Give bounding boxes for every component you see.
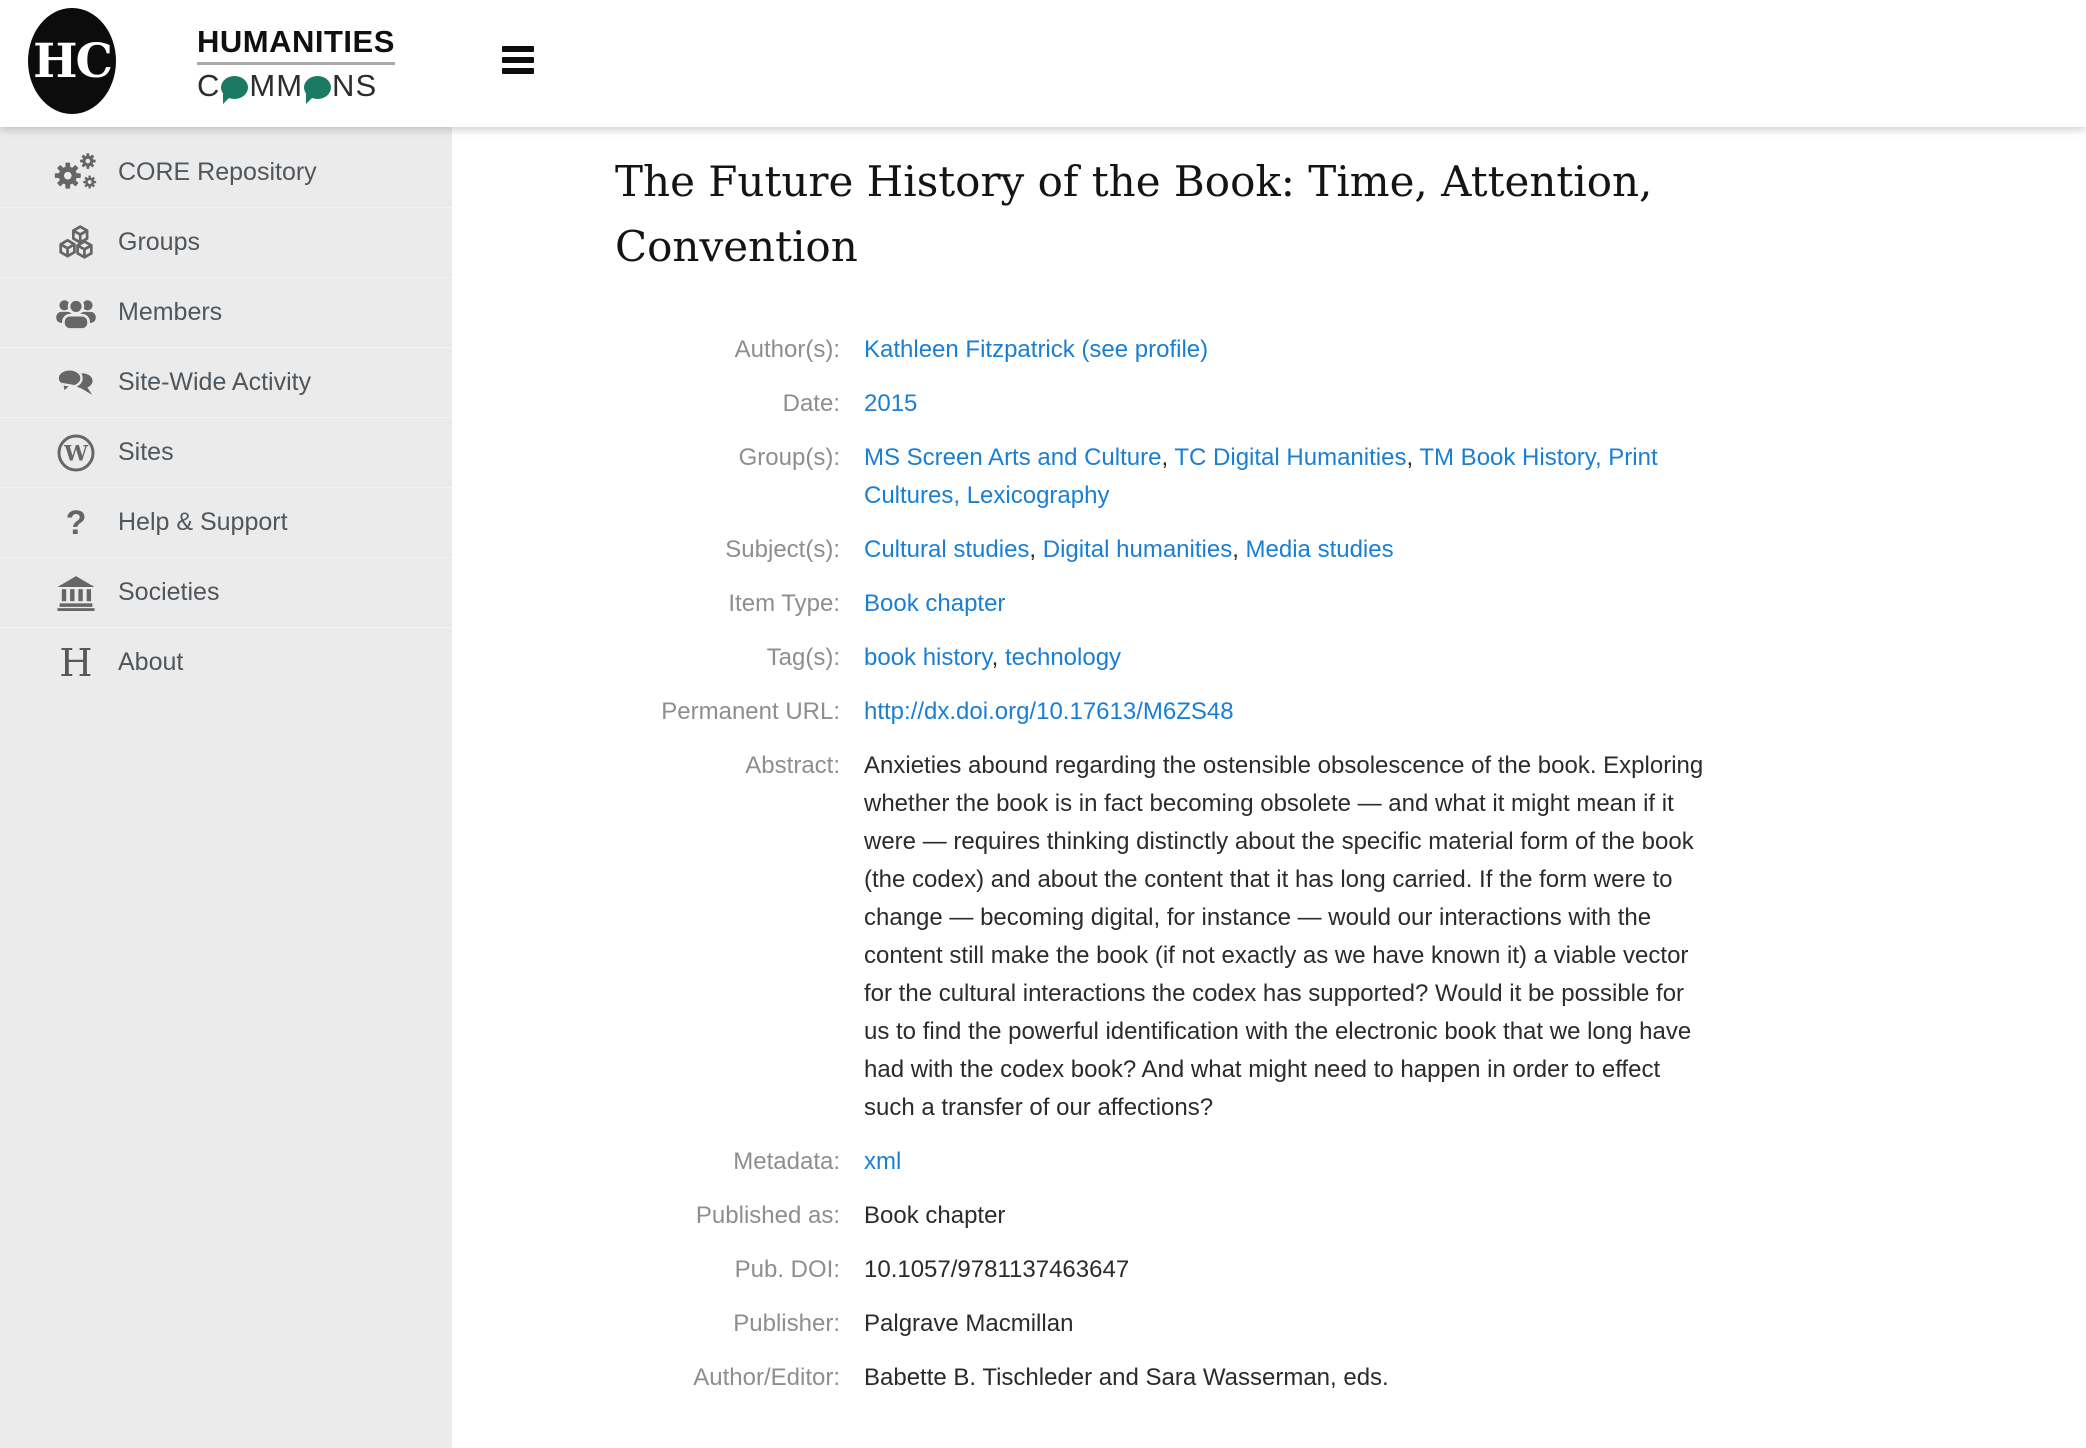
sidebar-item-label: Groups <box>118 228 200 256</box>
field-text: , <box>1406 444 1420 472</box>
speech-bubble-o-icon <box>304 76 331 99</box>
field-link[interactable]: MS Screen Arts and Culture <box>864 444 1162 472</box>
page-title-line: The Future History of the Book: Time, Attention, <box>615 157 1653 206</box>
field-text: , <box>1232 536 1246 564</box>
sidebar-item-groups[interactable] <box>0 207 452 277</box>
field-label: Metadata: <box>733 1148 840 1176</box>
field-label: Abstract: <box>745 752 840 780</box>
chat-bubbles-icon <box>38 367 114 399</box>
field-link[interactable]: xml <box>864 1148 902 1176</box>
field-text: 10.1057/9781137463647 <box>864 1256 1130 1284</box>
metadata-row <box>452 1251 2086 1289</box>
sidebar-item-label: About <box>118 648 184 676</box>
sidebar-item-label: Societies <box>118 578 220 606</box>
field-label: Date: <box>782 390 840 418</box>
field-value <box>864 1359 1714 1397</box>
metadata-row <box>452 585 2086 623</box>
sidebar-item-label: Help & Support <box>118 508 288 536</box>
field-value <box>864 693 1714 731</box>
logo-humanities-word: HUMANITIES <box>197 24 395 59</box>
metadata-row <box>452 1197 2086 1235</box>
field-label: Author(s): <box>734 336 840 364</box>
metadata-row <box>452 531 2086 569</box>
field-label: Group(s): <box>738 444 840 472</box>
bank-icon <box>38 575 114 611</box>
sidebar-item-label: Members <box>118 298 223 326</box>
field-value <box>864 639 1714 677</box>
field-label: Tag(s): <box>766 644 840 672</box>
field-value <box>864 747 1714 1127</box>
field-link[interactable]: Cultural studies <box>864 536 1030 564</box>
page-title <box>615 149 2086 279</box>
metadata-row <box>452 639 2086 677</box>
field-value <box>864 1197 1714 1235</box>
field-text: , <box>1029 536 1043 564</box>
field-text: Book chapter <box>864 1202 1006 1230</box>
page-title-line: Convention <box>615 222 858 272</box>
field-label: Author/Editor: <box>693 1364 840 1392</box>
field-label: Permanent URL: <box>661 698 840 726</box>
field-value <box>864 531 1714 569</box>
sidebar-item-sites[interactable] <box>0 417 452 487</box>
field-value <box>864 439 1714 515</box>
field-link[interactable]: http://dx.doi.org/10.17613/M6ZS48 <box>864 698 1234 726</box>
field-value <box>864 1251 1714 1289</box>
field-value <box>864 1305 1714 1343</box>
metadata-row <box>452 1143 2086 1181</box>
field-link[interactable]: 2015 <box>864 390 918 418</box>
sidebar <box>0 127 452 1448</box>
field-label: Published as: <box>695 1202 840 1230</box>
h-letter-icon: H <box>59 640 93 685</box>
sidebar-item-members[interactable] <box>0 277 452 347</box>
hc-logo-monogram: HC <box>33 33 111 89</box>
sidebar-item-core-repository[interactable] <box>0 137 452 207</box>
field-text: Anxieties abound regarding the ostensible obsolescence of the book. Exploring whether the book is in fact becoming obsolete — and what it might mean if it were — requires thinking distinctly about the specific material form of the book (the codex) and about the content that it has long carried. If the form were to change — becoming digital, for instance — would our interactions with the content still make the book (if not exactly as we have known it) a viable vector for the cultural interactions the codex has supported? Would it be possible for us to find the powerful identification with the electronic book that we long have had with the codex book? And what might need to happen in order to effect such a transfer of our affections? <box>864 752 1704 1122</box>
field-text: , <box>991 644 1005 672</box>
field-link[interactable]: Media studies <box>1245 536 1394 564</box>
question-icon: ? <box>65 503 87 542</box>
field-link[interactable]: book history <box>864 644 992 672</box>
metadata-row <box>452 385 2086 423</box>
metadata-row <box>452 747 2086 1127</box>
field-value <box>864 385 1714 423</box>
field-text: , <box>1161 444 1175 472</box>
main-content <box>452 127 2086 1448</box>
wordpress-icon <box>38 433 114 473</box>
hamburger-menu-icon[interactable] <box>502 46 534 74</box>
sidebar-item-societies[interactable] <box>0 557 452 627</box>
humanities-commons-logo[interactable] <box>197 24 395 104</box>
gears-icon <box>38 151 114 193</box>
users-icon <box>38 296 114 330</box>
field-link[interactable]: Digital humanities <box>1042 536 1233 564</box>
sidebar-item-label: Site-Wide Activity <box>118 368 312 396</box>
field-text: Palgrave Macmillan <box>864 1310 1074 1338</box>
hc-logo[interactable] <box>28 8 116 114</box>
sidebar-item-label: CORE Repository <box>118 157 317 186</box>
sidebar-item-label: Sites <box>118 438 174 466</box>
metadata-row <box>452 1305 2086 1343</box>
field-link[interactable]: technology <box>1004 644 1122 672</box>
logo-commons-word: C M M N S <box>197 68 378 103</box>
logo-divider-rule <box>197 62 395 65</box>
metadata-list <box>452 331 2086 1397</box>
sidebar-item-help-support[interactable] <box>0 487 452 557</box>
field-value <box>864 331 1714 369</box>
metadata-row <box>452 439 2086 515</box>
header <box>0 0 2086 127</box>
speech-bubble-o-icon <box>221 76 248 99</box>
field-link[interactable]: Kathleen Fitzpatrick (see profile) <box>864 336 1209 364</box>
field-link[interactable]: TM Book History, Print Cultures, Lexicography <box>864 444 1658 510</box>
sidebar-item-about[interactable] <box>0 627 452 697</box>
field-label: Subject(s): <box>725 536 840 564</box>
field-label: Publisher: <box>733 1310 840 1338</box>
field-text: Babette B. Tischleder and Sara Wasserman, eds. <box>864 1364 1389 1392</box>
field-link[interactable]: TC Digital Humanities <box>1174 444 1407 472</box>
metadata-row <box>452 331 2086 369</box>
metadata-row <box>452 1359 2086 1397</box>
field-value <box>864 1143 1714 1181</box>
field-label: Item Type: <box>728 590 840 618</box>
cubes-icon <box>38 224 114 262</box>
sidebar-menu <box>0 127 452 697</box>
field-link[interactable]: Book chapter <box>864 590 1006 618</box>
sidebar-item-site-wide-activity[interactable] <box>0 347 452 417</box>
metadata-row <box>452 693 2086 731</box>
field-value <box>864 585 1714 623</box>
svg-text:W: W <box>64 441 88 466</box>
field-label: Pub. DOI: <box>734 1256 840 1284</box>
